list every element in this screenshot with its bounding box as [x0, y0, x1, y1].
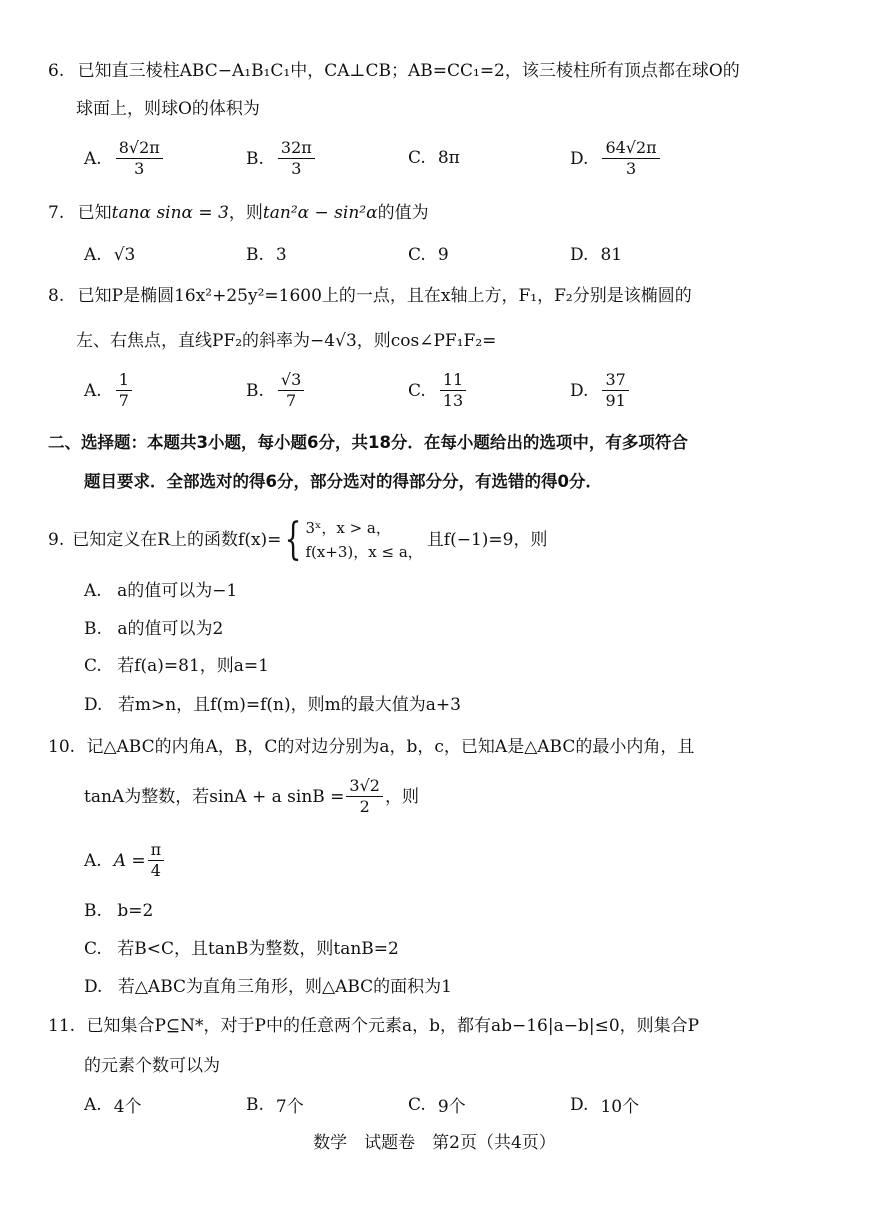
q11-option-b [246, 1092, 304, 1117]
q10-option-a [84, 840, 166, 881]
math-expression: tan²α − sin²α [262, 203, 378, 223]
fraction-numerator: 3√2 [346, 776, 383, 797]
option-label: B. [84, 619, 102, 639]
question-text-mid: ，则 [228, 203, 263, 223]
option-label: A. [84, 850, 102, 871]
option-label: C. [84, 939, 102, 959]
option-fraction [602, 370, 628, 411]
q11-option-a [84, 1092, 142, 1117]
question-number: 9. [48, 530, 65, 550]
option-fraction [116, 370, 132, 411]
question-text-suffix: 且f(−1)=9，则 [426, 530, 548, 550]
option-label: A. [84, 1094, 102, 1115]
fraction-denominator: 91 [605, 391, 626, 410]
q8-option-c [408, 370, 468, 411]
option-label: D. [570, 148, 589, 169]
option-text: 9 [437, 245, 449, 265]
question-9-line-1 [48, 510, 547, 570]
fraction-numerator: π [148, 840, 165, 861]
fraction-numerator: 8√2π [116, 138, 163, 159]
option-label: C. [408, 245, 426, 265]
question-8-line-1 [48, 285, 692, 307]
option-text: 若B<C，且tanB为整数，则tanB=2 [117, 939, 399, 959]
option-text: 81 [600, 245, 623, 265]
option-fraction [602, 138, 659, 179]
option-text: √3 [113, 245, 136, 265]
question-text: 已知P是椭圆16x²+25y²=1600上的一点，且在x轴上方，F₁，F₂分别是该椭圆的 [77, 286, 692, 306]
q7-option-a [84, 245, 135, 265]
question-10-line-2 [84, 776, 419, 817]
math-expression: tanα sinα = 3 [111, 203, 229, 223]
fraction-numerator: 32π [278, 138, 315, 159]
page-footer: 数学 试题卷 第2页（共4页） [313, 1133, 556, 1153]
fraction-denominator: 3 [291, 159, 302, 178]
option-label: A. [84, 245, 102, 265]
option-text-prefix: A = [113, 850, 146, 871]
question-text: 记△ABC的内角A，B，C的对边分别为a，b，c，已知A是△ABC的最小内角，且 [86, 737, 695, 757]
q9-option-c [84, 655, 269, 677]
q8-option-d [570, 370, 631, 411]
question-text-suffix: 的值为 [377, 203, 429, 223]
option-label: C. [408, 1094, 426, 1115]
option-text: 3 [275, 245, 287, 265]
question-8-line-2: 左、右焦点，直线PF₂的斜率为−4√3，则cos∠PF₁F₂= [76, 331, 497, 351]
question-text-prefix: 已知 [77, 203, 112, 223]
fraction-denominator: 13 [442, 391, 464, 410]
fraction-numerator: 1 [116, 370, 132, 391]
question-10-line-1 [48, 736, 694, 758]
section-2-heading: 二、选择题：本题共3小题，每小题6分，共18分．在每小题给出的选项中，有多项符合 [48, 433, 688, 452]
option-label: D. [570, 380, 589, 401]
option-label: B. [246, 148, 264, 169]
q10-option-b [84, 900, 153, 922]
q9-option-a [84, 580, 237, 602]
case-1: 3ˣ，x > a， [305, 519, 391, 537]
q9-option-d [84, 694, 461, 716]
option-label: C. [84, 656, 102, 676]
question-text-prefix: tanA为整数，若sinA + a sinB = [84, 786, 345, 807]
q7-option-c [408, 245, 449, 265]
option-text: 若△ABC为直角三角形，则△ABC的面积为1 [117, 977, 452, 997]
option-text: 7个 [275, 1097, 304, 1117]
option-label: D. [84, 977, 103, 997]
q7-option-d [570, 245, 622, 265]
q9-option-b [84, 618, 223, 640]
question-7-line-1 [48, 202, 429, 224]
option-label: B. [246, 245, 264, 265]
q6-option-c [408, 148, 460, 168]
option-text: 9个 [437, 1097, 466, 1117]
option-text: b=2 [117, 901, 154, 921]
option-text: 8π [437, 148, 460, 168]
option-label: A. [84, 380, 102, 401]
math-fraction [346, 776, 383, 817]
q11-option-c [408, 1092, 466, 1117]
question-11-line-2: 的元素个数可以为 [84, 1056, 220, 1076]
option-fraction [116, 138, 163, 179]
fraction-denominator: 3 [625, 159, 637, 178]
option-text: a的值可以为−1 [117, 581, 238, 601]
fraction-numerator: 11 [440, 370, 466, 391]
q6-option-a [84, 138, 165, 179]
q6-option-d [570, 138, 662, 179]
question-number: 8. [48, 286, 65, 306]
fraction-denominator: 7 [118, 391, 129, 410]
case-2: f(x+3)，x ≤ a， [305, 543, 423, 561]
option-fraction [278, 370, 304, 411]
question-6-line-1 [48, 60, 740, 82]
option-label: C. [408, 380, 426, 401]
option-label: D. [570, 245, 589, 265]
option-text: 4个 [113, 1097, 142, 1117]
question-number: 6. [48, 61, 65, 81]
piecewise-brace: { [285, 514, 302, 565]
q11-option-d [570, 1092, 639, 1117]
option-text: a的值可以为2 [117, 619, 224, 639]
option-label: B. [246, 380, 264, 401]
option-text: 若m>n，且f(m)=f(n)，则m的最大值为a+3 [117, 695, 461, 715]
question-number: 10. [48, 737, 76, 757]
q8-option-a [84, 370, 134, 411]
fraction-numerator: 37 [602, 370, 628, 391]
option-label: C. [408, 148, 426, 168]
option-label: B. [84, 901, 102, 921]
option-fraction [440, 370, 466, 411]
question-text-suffix: ，则 [384, 786, 419, 807]
question-text-prefix: 已知定义在R上的函数f(x)= [72, 530, 282, 550]
question-text: 已知集合P⊆N*，对于P中的任意两个元素a，b，都有ab−16|a−b|≤0，则集合P [86, 1016, 700, 1036]
question-11-line-1 [48, 1015, 699, 1037]
fraction-denominator: 2 [359, 797, 370, 816]
option-fraction [148, 840, 165, 881]
option-label: A. [84, 148, 102, 169]
question-number: 7. [48, 203, 65, 223]
q8-option-b [246, 370, 306, 411]
q7-option-b [246, 245, 287, 265]
fraction-denominator: 4 [150, 861, 161, 880]
option-label: D. [84, 695, 103, 715]
question-6-line-2: 球面上，则球O的体积为 [76, 99, 260, 119]
q10-option-d [84, 976, 452, 998]
fraction-numerator: √3 [278, 370, 304, 391]
q10-option-c [84, 938, 399, 960]
option-fraction [278, 138, 315, 179]
fraction-numerator: 64√2π [602, 138, 659, 159]
option-label: B. [246, 1094, 264, 1115]
fraction-denominator: 3 [134, 159, 145, 178]
question-text: 已知直三棱柱ABC−A₁B₁C₁中，CA⊥CB；AB=CC₁=2，该三棱柱所有顶点都在球O的 [77, 61, 740, 81]
q6-option-b [246, 138, 317, 179]
option-label: D. [570, 1094, 589, 1115]
section-2-instructions: 题目要求．全部选对的得6分，部分选对的得部分分，有选错的得0分． [84, 472, 602, 491]
question-number: 11. [48, 1016, 76, 1036]
option-text: 若f(a)=81，则a=1 [117, 656, 269, 676]
option-text: 10个 [600, 1097, 640, 1117]
piecewise-cases [305, 516, 422, 564]
option-label: A. [84, 581, 102, 601]
fraction-denominator: 7 [286, 391, 297, 410]
